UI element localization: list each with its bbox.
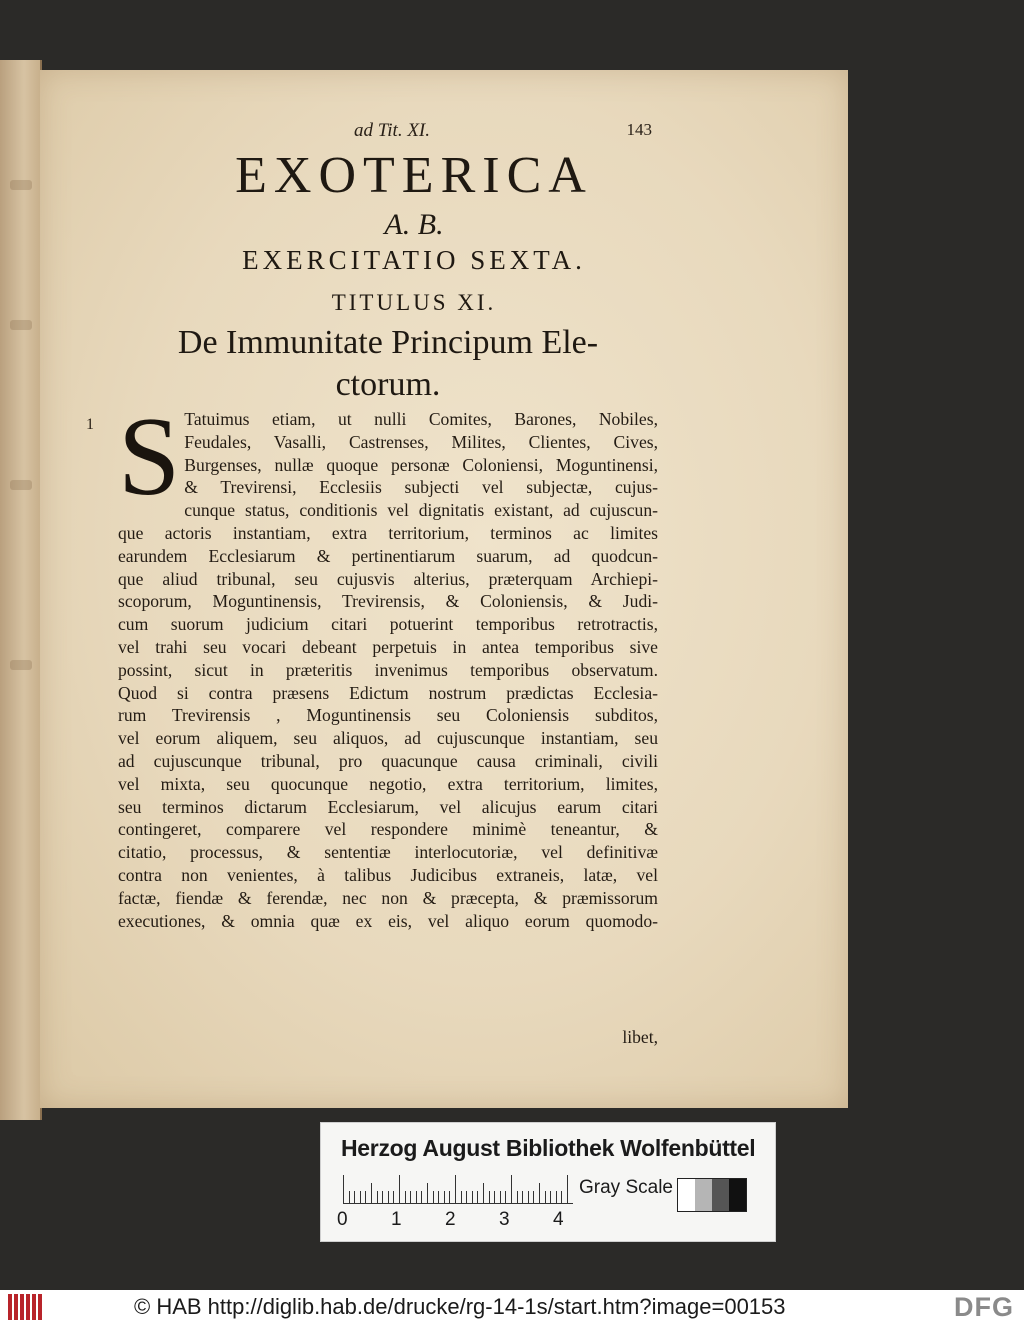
grayscale-swatch — [695, 1179, 712, 1211]
body-line: contra non venientes, à talibus Judicibus extraneis, latæ, vel — [118, 864, 658, 885]
grayscale-swatches — [677, 1178, 747, 1212]
gutter-mark — [10, 480, 32, 490]
book-title: EXOTERICA — [235, 147, 593, 204]
grayscale-label: Gray Scale — [579, 1177, 673, 1198]
body-line: vel trahi seu vocari debeant perpetuis in antea temporibus sive — [118, 636, 658, 657]
ruler-tick — [444, 1191, 445, 1203]
ruler-labels — [337, 1209, 597, 1233]
ruler-tick — [405, 1191, 406, 1203]
body-line: seu terminos dictarum Ecclesiarum, vel alicujus earum citari — [118, 796, 658, 817]
ruler-tick — [466, 1191, 467, 1203]
body-line: Tatuimus etiam, ut nulli Comites, Barones, Nobiles, — [184, 409, 658, 429]
body-line: vel eorum aliquem, seu aliquos, ad cujuscunque instantiam, seu — [118, 728, 658, 749]
page-header — [40, 120, 848, 144]
titulus-heading: TITULUS XI. — [331, 290, 497, 315]
ruler-tick — [371, 1183, 372, 1203]
ruler-tick — [556, 1191, 557, 1203]
body-line: cum suorum judicium citari potuerint temporibus retrotractis, — [118, 614, 658, 635]
page-number: 143 — [626, 120, 652, 139]
ruler-tick — [365, 1191, 366, 1203]
running-head: ad Tit. XI. — [354, 120, 431, 141]
catchword: libet, — [622, 1027, 658, 1047]
book-page — [40, 70, 848, 1108]
ruler-tick — [489, 1191, 490, 1203]
body-line: que actoris instantiam, extra territorium, terminos ac limites — [118, 522, 658, 543]
ruler-tick — [472, 1191, 473, 1203]
ruler-tick — [455, 1175, 456, 1203]
ruler-tick — [382, 1191, 383, 1203]
body-line: Quod si contra præsens Edictum nostrum prædictas Ecclesia- — [118, 682, 658, 703]
margin-paragraph-number: 1 — [86, 416, 94, 433]
body-text — [118, 395, 658, 932]
body-line: vel mixta, seu quocunque negotio, extra territorium, limites, — [118, 773, 658, 794]
exercitatio-heading: EXERCITATIO SEXTA. — [242, 245, 586, 275]
grayscale-swatch — [678, 1179, 695, 1211]
ruler-tick — [360, 1191, 361, 1203]
body-line: Feudales, Vasalli, Castrenses, Milites, Clientes, Cives, — [184, 431, 658, 452]
ruler-tick — [483, 1183, 484, 1203]
gutter-mark — [10, 320, 32, 330]
chapter-heading-line: De Immunitate Principum Ele- — [177, 324, 599, 361]
body-line: rum Trevirensis , Moguntinensis seu Coloniensis subditos, — [118, 705, 658, 726]
drop-cap: S — [118, 395, 181, 519]
ruler-tick — [399, 1175, 400, 1203]
ruler-tick — [393, 1191, 394, 1203]
footer-copyright-link[interactable]: © HAB http://diglib.hab.de/drucke/rg-14-1s/start.htm?image=00153 — [134, 1294, 786, 1319]
library-name: Herzog August Bibliothek Wolfenbüttel — [341, 1135, 756, 1161]
grayscale-swatch — [712, 1179, 729, 1211]
ruler-tick — [421, 1191, 422, 1203]
ruler-label: 3 — [499, 1209, 510, 1230]
body-line: Burgenses, nullæ quoque personæ Coloniensi, Moguntinensi, — [184, 454, 658, 475]
body-line: possint, sicut in præteritis invenimus temporibus observatum. — [118, 659, 658, 680]
book-subtitle: A. B. — [384, 208, 444, 241]
ruler-tick — [343, 1175, 344, 1203]
ruler-tick — [522, 1191, 523, 1203]
ruler-tick — [545, 1191, 546, 1203]
ruler-tick — [388, 1191, 389, 1203]
ruler-tick — [354, 1191, 355, 1203]
ruler-tick — [517, 1191, 518, 1203]
body-line: earundem Ecclesiarum & pertinentiarum suarum, ad quodcun- — [118, 545, 658, 566]
ruler-tick — [349, 1191, 350, 1203]
ruler-tick — [377, 1191, 378, 1203]
gutter-mark — [10, 660, 32, 670]
body-line: executiones, & omnia quæ ex eis, vel aliquo eorum quomodo- — [118, 910, 658, 931]
ruler-tick — [461, 1191, 462, 1203]
ruler-label: 2 — [445, 1209, 456, 1230]
ruler-tick — [505, 1191, 506, 1203]
body-line: scoporum, Moguntinensis, Trevirensis, & Coloniensis, & Judi- — [118, 591, 658, 612]
ruler-tick — [438, 1191, 439, 1203]
ruler-tick — [539, 1183, 540, 1203]
footer-bar — [0, 1290, 1024, 1325]
ruler-tick — [449, 1191, 450, 1203]
body-line: factæ, fiendæ & ferendæ, nec non & præcepta, & præmissorum — [118, 887, 658, 908]
grayscale-swatch — [729, 1179, 746, 1211]
chapter-heading-line: ctorum. — [335, 366, 441, 403]
ruler-tick — [494, 1191, 495, 1203]
ruler-tick — [410, 1191, 411, 1203]
ruler-tick — [427, 1183, 428, 1203]
body-line: cunque status, conditionis vel dignitatis existant, ad cujuscun- — [184, 500, 658, 521]
ruler-tick — [561, 1191, 562, 1203]
chapter-heading — [118, 322, 658, 406]
ruler-label: 0 — [337, 1209, 348, 1230]
hab-logo-icon — [8, 1294, 42, 1320]
ruler-tick — [433, 1191, 434, 1203]
library-label-card — [320, 1122, 776, 1242]
ruler-tick — [528, 1191, 529, 1203]
body-line: que aliud tribunal, seu cujusvis alterius, præterquam Archiepi- — [118, 568, 658, 589]
dfg-logo: DFG — [954, 1292, 1014, 1322]
ruler-tick — [567, 1175, 568, 1203]
ruler-tick — [416, 1191, 417, 1203]
measurement-ruler — [343, 1175, 573, 1204]
ruler-tick — [550, 1191, 551, 1203]
body-line: contingeret, comparere vel respondere minimè teneantur, & — [118, 819, 658, 840]
body-line: citatio, processus, & sententiæ interlocutoriæ, vel definitivæ — [118, 842, 658, 863]
ruler-label: 1 — [391, 1209, 402, 1230]
body-line: ad cujuscunque tribunal, pro quacunque causa criminali, civili — [118, 750, 658, 771]
body-line: & Trevirensi, Ecclesiis subjecti vel subjectæ, cujus- — [184, 477, 658, 498]
ruler-tick — [511, 1175, 512, 1203]
ruler-tick — [477, 1191, 478, 1203]
ruler-label: 4 — [553, 1209, 564, 1230]
ruler-tick — [500, 1191, 501, 1203]
ruler-tick — [533, 1191, 534, 1203]
